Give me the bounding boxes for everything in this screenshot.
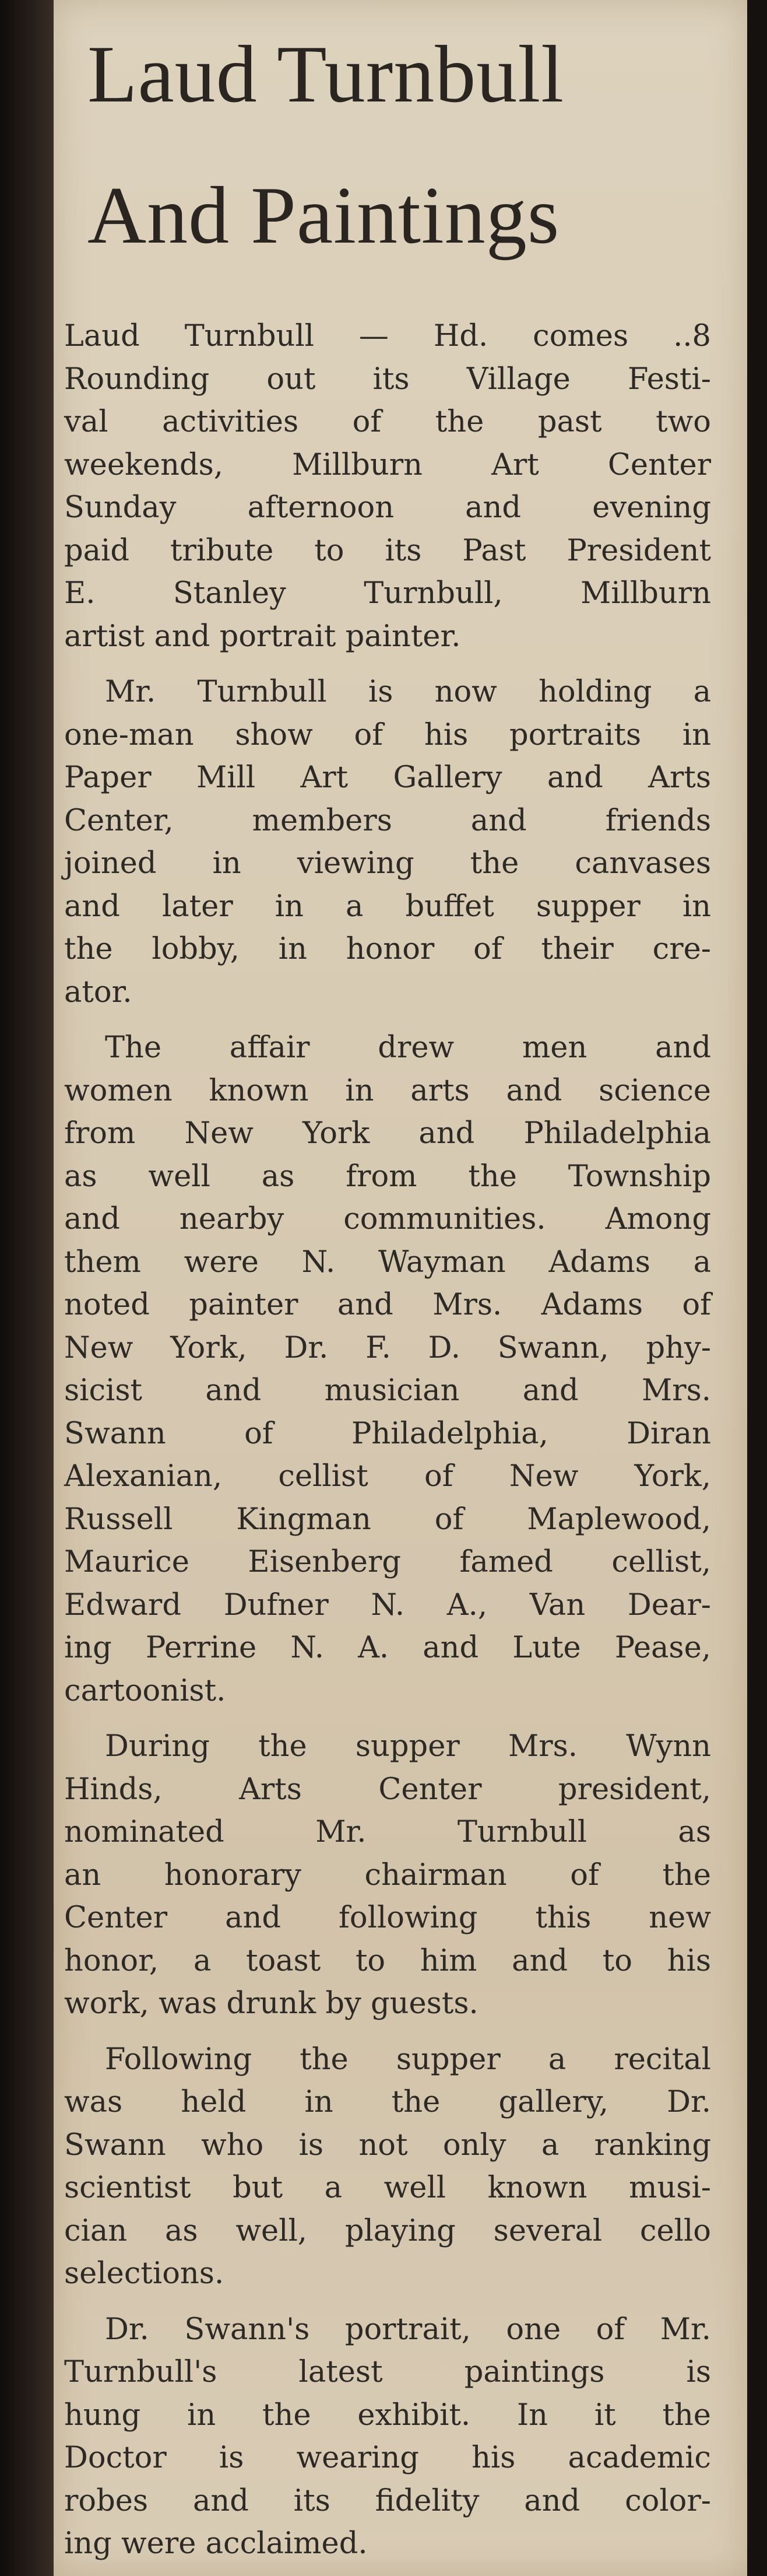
article-line: weekends, Millburn Art Center — [64, 447, 711, 482]
article-line: women known in arts and science — [64, 1073, 711, 1108]
article-line: joined in viewing the canvases — [64, 846, 711, 881]
article-line: Dr. Swann's portrait, one of Mr. — [105, 2312, 711, 2347]
article-line: robes and its fidelity and color- — [64, 2483, 711, 2518]
article-line: Center, members and friends — [64, 803, 711, 838]
article-line: Alexanian, cellist of New York, — [64, 1459, 711, 1494]
article-line: them were N. Wayman Adams a — [64, 1245, 711, 1280]
article-line: E. Stanley Turnbull, Millburn — [64, 576, 711, 611]
article-line: Edward Dufner N. A., Van Dear- — [64, 1587, 711, 1622]
article-line: Laud Turnbull — Hd. comes ..8 — [64, 319, 711, 353]
article-line: Paper Mill Art Gallery and Arts — [64, 760, 711, 795]
article-line: Center and following this new — [64, 1901, 711, 1935]
article-line: cartoonist. — [64, 1673, 226, 1708]
article-line: paid tribute to its Past President — [64, 533, 711, 568]
article-paragraph — [64, 2038, 711, 2295]
article-line: New York, Dr. F. D. Swann, phy- — [64, 1330, 711, 1365]
article-paragraph — [64, 671, 711, 1014]
headline-line-2: And Paintings — [87, 170, 560, 261]
article-line: Turnbull's latest paintings is — [64, 2355, 711, 2389]
left-dark-border — [0, 0, 54, 2576]
article-line: Mr. Turnbull is now holding a — [105, 675, 711, 709]
article-line: During the supper Mrs. Wynn — [105, 1729, 711, 1764]
article-line: Swann who is not only a ranking — [64, 2128, 711, 2163]
article-line: honor, a toast to him and to his — [64, 1943, 711, 1978]
paragraph-gap — [64, 658, 711, 671]
article-line: and later in a buffet supper in — [64, 889, 711, 924]
article-line: Swann of Philadelphia, Diran — [64, 1416, 711, 1451]
article-line: work, was drunk by guests. — [64, 1986, 479, 2021]
article-line: ing were acclaimed. — [64, 2526, 368, 2561]
article-line: The affair drew men and — [105, 1031, 711, 1065]
paragraph-gap — [64, 1014, 711, 1026]
article-line: Russell Kingman of Maplewood, — [64, 1502, 711, 1537]
article-line: ator. — [64, 975, 132, 1010]
article-line: Sunday afternoon and evening — [64, 490, 711, 525]
article-paragraph — [64, 1026, 711, 1712]
article-line: hung in the exhibit. In it the — [64, 2398, 711, 2433]
headline-line-1: Laud Turnbull — [87, 29, 565, 120]
top-pencil-note — [478, 0, 699, 29]
article-line: as well as from the Township — [64, 1159, 711, 1194]
article-line: the lobby, in honor of their cre- — [64, 932, 711, 966]
article-line: from New York and Philadelphia — [64, 1116, 711, 1151]
article-line: scientist but a well known musi- — [64, 2171, 711, 2205]
article-line: noted painter and Mrs. Adams of — [64, 1288, 711, 1322]
article-line: Hinds, Arts Center president, — [64, 1772, 711, 1807]
article-line: val activities of the past two — [64, 405, 711, 439]
right-dark-border — [747, 0, 767, 2576]
article-paragraph — [64, 315, 711, 658]
article-line: ing Perrine N. A. and Lute Pease, — [64, 1631, 711, 1665]
article-paragraph — [64, 2308, 711, 2566]
paragraph-gap — [64, 1712, 711, 1725]
article-line: selections. — [64, 2256, 224, 2291]
article-line: Doctor is wearing his academic — [64, 2441, 711, 2475]
article-line: sicist and musician and Mrs. — [64, 1373, 711, 1408]
article-line: one-man show of his portraits in — [64, 717, 711, 752]
article-line: and nearby communities. Among — [64, 1202, 711, 1236]
article-line: Rounding out its Village Festi- — [64, 362, 711, 397]
paragraph-gap — [64, 2295, 711, 2308]
article-line: artist and portrait painter. — [64, 619, 461, 654]
article-line: Maurice Eisenberg famed cellist, — [64, 1545, 711, 1579]
article-paragraph — [64, 1725, 711, 2025]
article-line: an honorary chairman of the — [64, 1857, 711, 1892]
article-line: nominated Mr. Turnbull as — [64, 1815, 711, 1849]
article-line: cian as well, playing several cello — [64, 2213, 711, 2248]
article-line: Following the supper a recital — [105, 2042, 711, 2077]
article-body — [64, 315, 711, 2566]
article-line: was held in the gallery, Dr. — [64, 2085, 711, 2119]
paragraph-gap — [64, 2025, 711, 2038]
